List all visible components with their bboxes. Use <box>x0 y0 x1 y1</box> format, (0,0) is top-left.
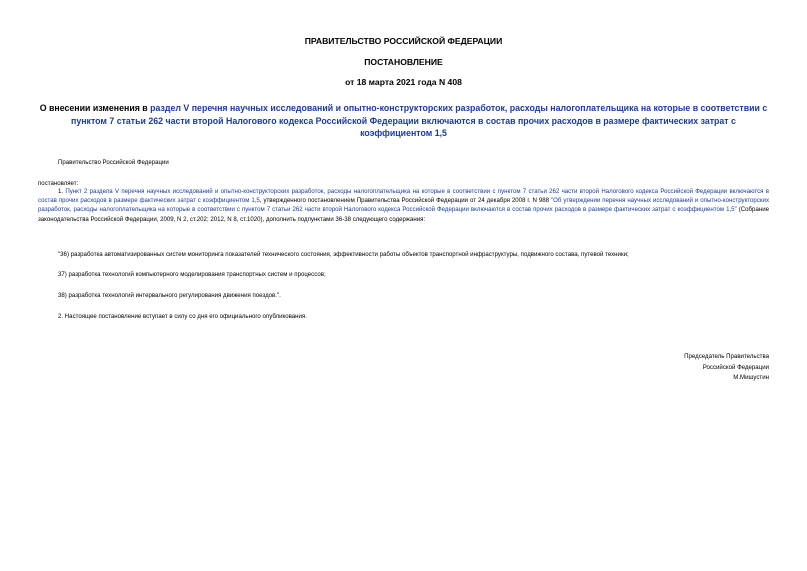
authority-heading: ПРАВИТЕЛЬСТВО РОССИЙСКОЙ ФЕДЕРАЦИИ <box>304 36 503 46</box>
item-1-number: 1. <box>58 188 66 195</box>
signature-position-2: Российской Федерации <box>702 363 769 371</box>
document-type-heading: ПОСТАНОВЛЕНИЕ <box>364 57 443 67</box>
government-line: Правительство Российской Федерации <box>58 159 169 166</box>
subitem-38: 38) разработка технологий интервального регулирования движения поездов.". <box>58 292 281 299</box>
item-1-link-list[interactable]: Пункт 2 раздела V перечня научных исследований и опытно-конструкторских разработок, расходы налогоплательщика на которые в соответствии с пунктом 7 статьи 262 части второй Налогового кодекса Российской Федерации включаются в состав прочих расходов в размере фактических затрат с коэффициентом 1,5 <box>38 188 769 205</box>
document-date-number: от 18 марта 2021 года N 408 <box>345 77 462 87</box>
item-1-tail: (Собрание законодательства Российской Федерации, 2009, N 2, ст.202; 2012, N 8, ст.1020), дополнить подпунктами 36-38 следующего содержания: <box>38 206 769 223</box>
subitem-37: 37) разработка технологий компьютерного моделирования транспортных систем и процессов; <box>58 271 326 278</box>
signature-position-1: Председатель Правительства <box>684 353 769 360</box>
item-1-middle: , утвержденного постановлением Правительства Российской Федерации от 24 декабря 2008 г. N 988 <box>259 197 551 205</box>
subitem-36: "36) разработка автоматизированных систем мониторинга показателей технического состояния, эффективности работы объектов транспортной инфраструктуры, подвижного состава, путевой техники; <box>58 251 629 258</box>
item-1-link-decree[interactable]: "Об утверждении перечня научных исследований и опытно-конструкторских разработок, расходы налогоплательщика на которые в соответствии с пунктом 7 статьи 262 части второй Налогового кодекса Российской Федерации включаются в состав прочих расходов в размере фактических затрат с коэффициентом 1,5" <box>38 197 769 214</box>
item-1-paragraph <box>38 187 769 224</box>
decree-line: постановляет: <box>38 180 79 187</box>
title-link[interactable]: раздел V перечня научных исследований и опытно-конструкторских разработок, расходы налогоплательщика на которые в соответствии с пунктом 7 статьи 262 части второй Налогового кодекса Российской Федерации включаются в состав прочих расходов в размере фактических затрат с коэффициентом 1,5 <box>71 103 768 138</box>
signature-block <box>684 352 769 384</box>
title-prefix: О внесении изменения в <box>39 103 151 113</box>
signature-name: М.Мишустин <box>733 374 769 381</box>
item-2-paragraph: 2. Настоящее постановление вступает в силу со дня его официального опубликования. <box>58 313 307 320</box>
document-title <box>38 102 769 140</box>
